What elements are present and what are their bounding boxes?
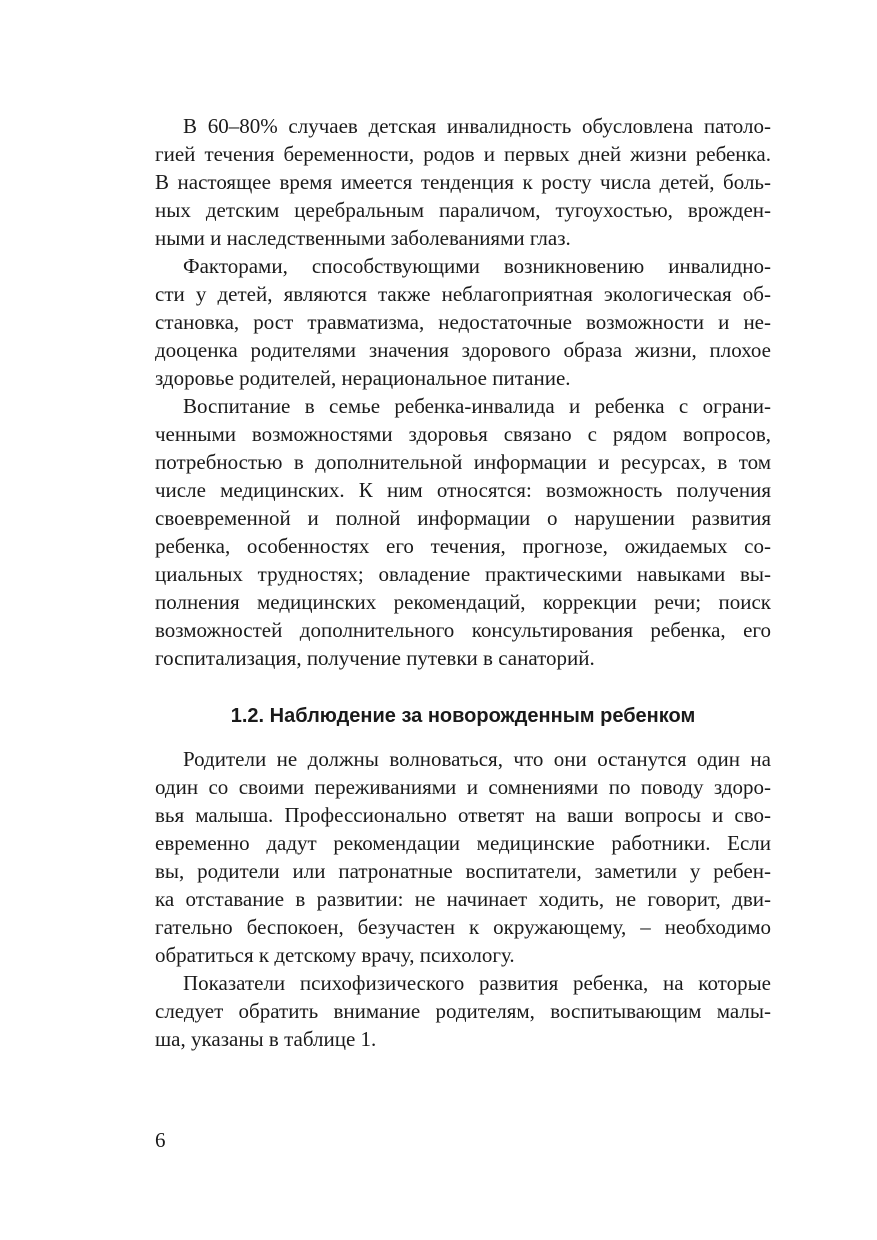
text-line: Воспитание в семье ребенка-инвалида и ребенка с ограни- (183, 394, 771, 418)
text-line: числе медицинских. К ним относятся: возможность получения (155, 478, 771, 502)
text-line: ребенка, особенностях его течения, прогнозе, ожидаемых со- (155, 534, 771, 558)
text-line: ными и наследственными заболеваниями глаз. (155, 226, 571, 250)
text-line: возможностей дополнительного консультирования ребенка, его (155, 618, 771, 642)
text-line: Родители не должны волноваться, что они останутся один на (183, 747, 771, 771)
text-line: становка, рост травматизма, недостаточные возможности и не- (155, 310, 771, 334)
text-line: В настоящее время имеется тенденция к росту числа детей, боль- (155, 170, 771, 194)
text-line: гательно беспокоен, безучастен к окружающему, – необходимо (155, 915, 771, 939)
paragraphs-after (155, 745, 771, 1053)
text-line: дооценка родителями значения здорового образа жизни, плохое (155, 338, 771, 362)
text-line: один со своими переживаниями и сомнениями по поводу здоро- (155, 775, 771, 799)
page-number: 6 (155, 1128, 166, 1152)
text-line: В 60–80% случаев детская инвалидность обусловлена патоло- (183, 114, 771, 138)
text-line: Показатели психофизического развития ребенка, на которые (183, 971, 771, 995)
paragraph (155, 969, 771, 1053)
text-line: циальных трудностях; овладение практическими навыками вы- (155, 562, 771, 586)
text-line: здоровье родителей, нерациональное питание. (155, 366, 571, 390)
text-line: гией течения беременности, родов и первых дней жизни ребенка. (155, 142, 771, 166)
paragraph (155, 252, 771, 392)
text-line: евременно дадут рекомендации медицинские работники. Если (155, 831, 771, 855)
paragraph (155, 392, 771, 672)
text-line: следует обратить внимание родителям, воспитывающим малы- (155, 999, 771, 1023)
text-line: госпитализация, получение путевки в санаторий. (155, 646, 595, 670)
page-body (155, 112, 771, 1053)
text-line: ченными возможностями здоровья связано с рядом вопросов, (155, 422, 771, 446)
text-line: Факторами, способствующими возникновению инвалидно- (183, 254, 771, 278)
text-line: сти у детей, являются также неблагоприятная экологическая об- (155, 282, 771, 306)
text-line: своевременной и полной информации о нарушении развития (155, 506, 771, 530)
text-line: вы, родители или патронатные воспитатели, заметили у ребен- (155, 859, 771, 883)
text-line: ша, указаны в таблице 1. (155, 1027, 377, 1051)
text-line: обратиться к детскому врачу, психологу. (155, 943, 515, 967)
text-line: вья малыша. Профессионально ответят на ваши вопросы и сво- (155, 803, 771, 827)
paragraph (155, 112, 771, 252)
paragraphs-before (155, 112, 771, 672)
text-line: потребностью в дополнительной информации и ресурсах, в том (155, 450, 771, 474)
text-line: полнения медицинских рекомендаций, коррекции речи; поиск (155, 590, 771, 614)
text-line: ка отставание в развитии: не начинает ходить, не говорит, дви- (155, 887, 771, 911)
text-line: ных детским церебральным параличом, тугоухостью, врожден- (155, 198, 771, 222)
paragraph (155, 745, 771, 969)
section-heading: 1.2. Наблюдение за новорожденным ребенком (230, 705, 696, 727)
